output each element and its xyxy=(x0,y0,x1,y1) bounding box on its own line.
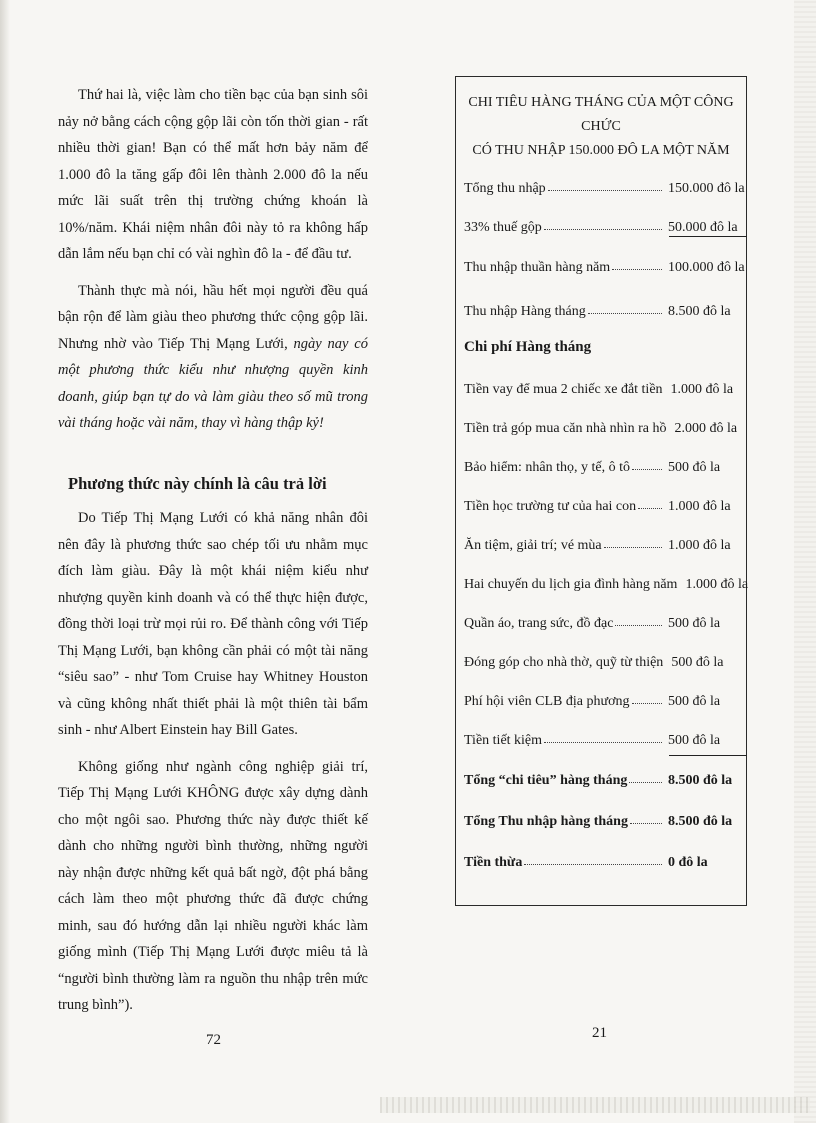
row-amount: 2.000 đô la xyxy=(674,421,738,436)
row-label: Tiền thừa xyxy=(464,855,523,870)
paragraph-ordinary-people: Không giống như ngành công nghiệp giải trí, Tiếp Thị Mạng Lưới KHÔNG được xây dựng dành cho một ngôi sao. Phương thức này được thiết kế dành cho những người bình thường, những người này nhận được những kết quả bất ngờ, đột phá bằng cách làm theo một phương thức đã được chứng minh, sau đó hướng dẫn lại nhiều người khác làm giống mình (Tiếp Thị Mạng Lưới được miêu tả là “người bình thường làm ra nguồn thu nhập trên mức trung bình”). xyxy=(58,758,368,1013)
row-amount: 8.500 đô la xyxy=(668,773,733,788)
row-label: Chi phí Hàng tháng xyxy=(464,339,592,355)
dot-leader xyxy=(544,229,662,230)
row-label: 33% thuế gộp xyxy=(464,220,542,235)
row-amount: 100.000 đô la xyxy=(668,260,745,275)
budget-expenses-heading xyxy=(464,328,740,356)
left-page xyxy=(58,82,368,1019)
total-rule xyxy=(669,755,747,756)
row-amount: 500 đô la xyxy=(668,694,721,709)
row-amount: 50.000 đô la xyxy=(668,220,738,235)
row-amount: 1.000 đô la xyxy=(670,382,734,397)
row-label: Thu nhập Hàng tháng xyxy=(464,304,586,319)
budget-table-title xyxy=(456,91,746,163)
budget-row-monthly-income xyxy=(464,292,740,320)
row-amount: 150.000 đô la xyxy=(668,181,745,196)
scan-edge-bottom xyxy=(380,1097,810,1113)
row-label: Phí hội viên CLB địa phương xyxy=(464,694,630,709)
budget-row-tax xyxy=(464,208,740,236)
scan-edge-right xyxy=(794,0,816,1123)
dot-leader xyxy=(630,823,662,824)
dot-leader xyxy=(615,625,662,626)
row-label: Tiền tiết kiệm xyxy=(464,733,543,748)
row-amount: 500 đô la xyxy=(668,733,721,748)
row-amount: 8.500 đô la xyxy=(668,814,733,829)
budget-row-mortgage xyxy=(464,409,740,437)
row-amount: 8.500 đô la xyxy=(668,304,731,319)
budget-row-surplus xyxy=(464,843,740,871)
dot-leader xyxy=(604,547,662,548)
budget-row-tuition xyxy=(464,487,740,515)
paragraph-italic-part: ngày nay có một phương thức kiểu như nhượng quyền kinh doanh, giúp bạn tự do và làm giàu theo số mũ trong vài tháng hoặc vài năm, thay vì hàng thập kỷ! xyxy=(58,335,368,431)
subtotal-rule xyxy=(669,236,747,237)
row-label: Tổng thu nhập xyxy=(464,181,546,196)
row-label: Tiền vay để mua 2 chiếc xe đắt tiền xyxy=(464,382,663,397)
row-label: Thu nhập thuần hàng năm xyxy=(464,260,611,275)
row-amount: 1.000 đô la xyxy=(668,499,731,514)
scan-edge-left xyxy=(0,0,10,1123)
dot-leader xyxy=(588,313,662,314)
budget-row-charity xyxy=(464,643,740,671)
row-label: Ăn tiệm, giải trí; vé mùa xyxy=(464,538,602,553)
row-label: Tổng “chi tiêu” hàng tháng xyxy=(464,773,628,788)
row-label: Tiền trả góp mua căn nhà nhìn ra hồ xyxy=(464,421,667,436)
paragraph-compound-interest: Thứ hai là, việc làm cho tiền bạc của bạn sinh sôi nảy nở bằng cách cộng gộp lãi còn tốn thời gian - rất nhiều thời gian! Bạn có thể mất hơn bảy năm để 1.000 đô la tăng gấp đôi lên thành 2.000 đô la nếu mức lãi suất trên thị trường chứng khoán là 10%/năm. Khái niệm nhân đôi này tỏ ra không hấp dẫn lắm nếu bạn chỉ có vài nghìn đô la - để đầu tư. xyxy=(58,87,368,262)
row-amount: 500 đô la xyxy=(668,616,721,631)
row-label: Đóng góp cho nhà thờ, quỹ từ thiện xyxy=(464,655,664,670)
budget-row-savings xyxy=(464,721,740,749)
paragraph-duplication: Do Tiếp Thị Mạng Lưới có khả năng nhân đôi nên đây là phương thức sao chép tối ưu nhằm mục đích làm giàu. Đây là một khái niệm kiểu như nhượng quyền kinh doanh và có thể thực hiện được, đồng thời loại trừ mọi rủi ro. Để thành công với Tiếp Thị Mạng Lưới, bạn không cần phải có một tài năng “siêu sao” - như Tom Cruise hay Whitney Houston và cũng không nhất thiết phải là một thiên tài bẩm sinh - như Albert Einstein hay Bill Gates. xyxy=(58,510,368,738)
budget-row-club-fees xyxy=(464,682,740,710)
dot-leader xyxy=(548,190,662,191)
dot-leader xyxy=(629,782,662,783)
page-number-left: 72 xyxy=(206,1032,221,1048)
budget-title-line-1: CHI TIÊU HÀNG THÁNG CỦA MỘT CÔNG CHỨC xyxy=(468,95,734,134)
budget-table-box xyxy=(455,76,747,906)
row-amount: 500 đô la xyxy=(671,655,724,670)
budget-row-total-monthly-income xyxy=(464,802,740,830)
row-label: Tiền học trường tư của hai con xyxy=(464,499,637,514)
row-label: Quần áo, trang sức, đồ đạc xyxy=(464,616,614,631)
paragraph-network-marketing xyxy=(58,278,368,437)
row-amount: 500 đô la xyxy=(668,460,721,475)
dot-leader xyxy=(612,269,662,270)
row-label: Hai chuyến du lịch gia đình hàng năm xyxy=(464,577,678,592)
dot-leader xyxy=(638,508,662,509)
section-heading: Phương thức này chính là câu trả lời xyxy=(68,473,327,493)
row-amount: 0 đô la xyxy=(668,855,708,870)
budget-row-insurance xyxy=(464,448,740,476)
dot-leader xyxy=(632,703,663,704)
budget-row-total-spending xyxy=(464,761,740,789)
row-label: Tổng Thu nhập hàng tháng xyxy=(464,814,628,829)
dot-leader xyxy=(632,469,662,470)
budget-row-clothing xyxy=(464,604,740,632)
budget-row-car-loan xyxy=(464,370,740,398)
budget-row-net-annual xyxy=(464,248,745,276)
row-amount: 1.000 đô la xyxy=(685,577,749,592)
budget-row-dining xyxy=(464,526,740,554)
dot-leader xyxy=(524,864,662,865)
row-label: Bảo hiểm: nhân thọ, y tế, ô tô xyxy=(464,460,631,475)
dot-leader xyxy=(544,742,662,743)
budget-title-line-2: CÓ THU NHẬP 150.000 ĐÔ LA MỘT NĂM xyxy=(472,143,730,158)
budget-row-vacations xyxy=(464,565,749,593)
budget-row-total-income xyxy=(464,169,745,197)
paragraph-plain-part: Thành thực mà nói, hầu hết mọi người đều quá bận rộn để làm giàu theo phương thức cộng gộp lãi. Nhưng nhờ vào Tiếp Thị Mạng Lưới, xyxy=(58,282,368,352)
row-amount: 1.000 đô la xyxy=(668,538,731,553)
page-number-right: 21 xyxy=(592,1025,607,1041)
